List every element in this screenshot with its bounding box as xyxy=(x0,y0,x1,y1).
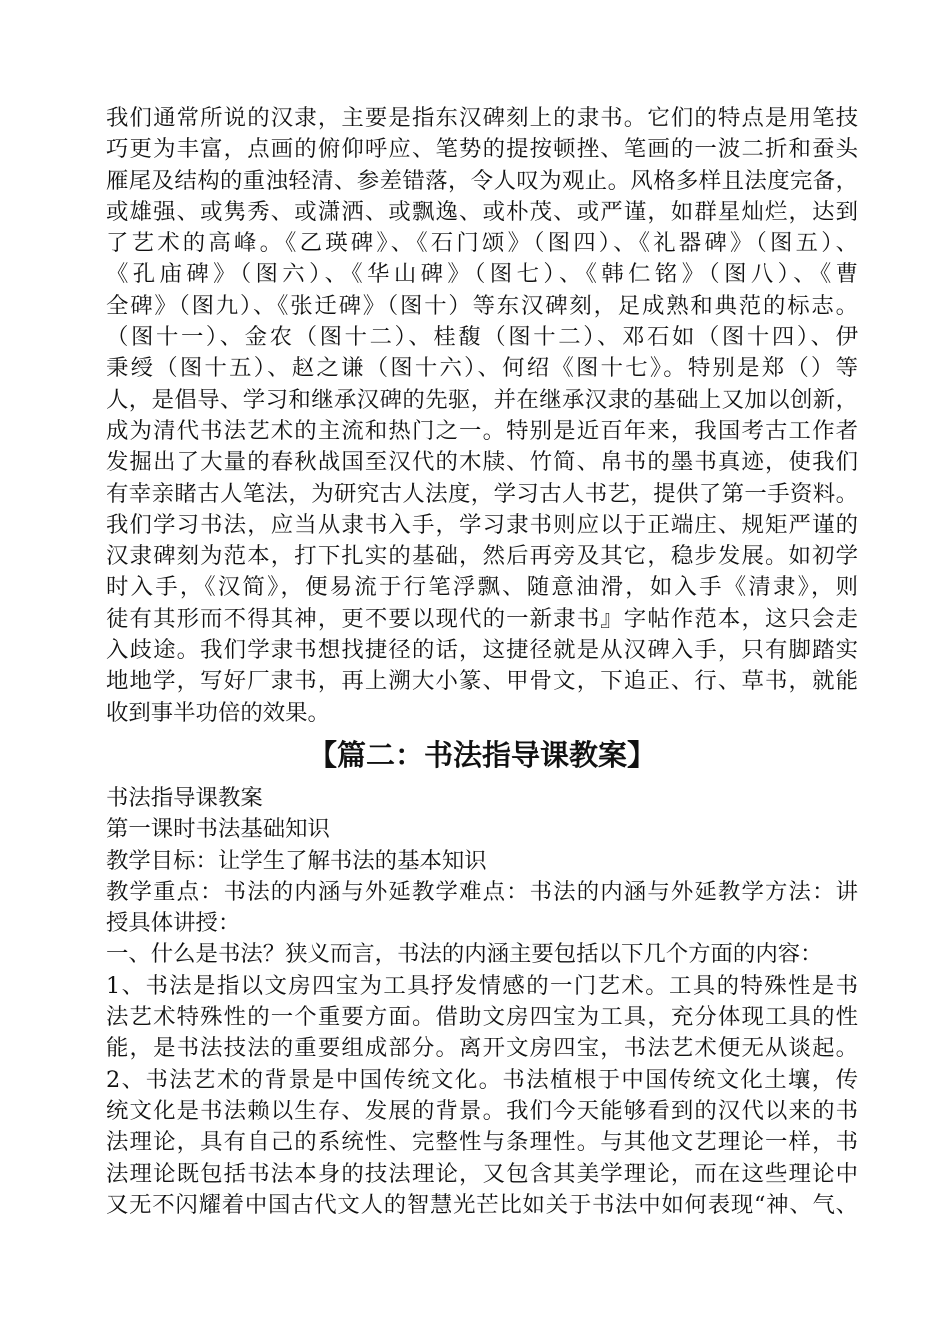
paragraph-line: 一、什么是书法？狭义而言，书法的内涵主要包括以下几个方面的内容： xyxy=(106,941,823,968)
paragraph-line: 入歧途。我们学隶书想找捷径的话，这捷径就是从汉碑入手，只有脚踏实 xyxy=(106,637,858,664)
paragraph-line: 法艺术特殊性的一个重要方面。借助文房四宝为工具，充分体现工具的性 xyxy=(106,1004,858,1031)
paragraph-line: 成为清代书法艺术的主流和热门之一。特别是近百年来，我国考古工作者 xyxy=(106,417,858,444)
lesson-title: 第一课时书法基础知识 xyxy=(106,816,330,843)
section-heading: 【篇二：书法指导课教案】 xyxy=(307,737,656,772)
paragraph-line: 我们通常所说的汉隶，主要是指东汉碑刻上的隶书。它们的特点是用笔技 xyxy=(106,105,858,131)
paragraph-line: 《孔庙碑》（图六）、《华山碑》（图七）、《韩仁铭》（图八）、《曹 xyxy=(106,261,858,288)
paragraph-line: 收到事半功倍的效果。 xyxy=(106,699,330,726)
section-hanli-text xyxy=(106,103,858,729)
teaching-goal: 教学目标：让学生了解书法的基本知识 xyxy=(106,847,487,874)
paragraph-line: 全碑》（图九）、《张迁碑》（图十）等东汉碑刻，足成熟和典范的标志。 xyxy=(106,292,858,319)
paragraph-line: 时入手，《汉简》，便易流于行笔浮飘、随意油滑，如入手《清隶》，则 xyxy=(106,574,858,601)
paragraph-line: 了艺术的高峰。《乙瑛碑》、《石门颂》（图四）、《礼器碑》（图五）、 xyxy=(106,230,858,257)
paragraph-line: 或雄强、或隽秀、或潇洒、或飘逸、或朴茂、或严谨，如群星灿烂，达到 xyxy=(106,198,858,225)
paragraph-line: 法理论既包括书法本身的技法理论，又包含其美学理论，而在这些理论中 xyxy=(106,1160,858,1187)
paragraph-line: 巧更为丰富，点画的俯仰呼应、笔势的提按顿挫、笔画的一波二折和蚕头 xyxy=(106,136,858,163)
paragraph-line: 又无不闪耀着中国古代文人的智慧光芒比如关于书法中如何表现“神、气、 xyxy=(106,1191,858,1218)
paragraph-line: 统文化是书法赖以生存、发展的背景。我们今天能够看到的汉代以来的书 xyxy=(106,1097,858,1124)
paragraph-line: 雁尾及结构的重浊轻清、参差错落，令人叹为观止。风格多样且法度完备， xyxy=(106,167,858,194)
paragraph-line: 法理论，具有自己的系统性、完整性与条理性。与其他文艺理论一样，书 xyxy=(106,1129,858,1156)
paragraph-line: 秉绶（图十五）、赵之谦（图十六）、何绍《图十七》。特别是郑（）等 xyxy=(106,355,858,382)
paragraph-line: 授具体讲授： xyxy=(106,910,241,937)
paragraph-line: 发掘出了大量的春秋战国至汉代的木牍、竹简、帛书的墨书真迹，使我们 xyxy=(106,449,858,476)
paragraph-line: 1、书法是指以文房四宝为工具抒发情感的一门艺术。工具的特殊性是书 xyxy=(106,972,858,999)
paragraph-line: 能，是书法技法的重要组成部分。离开文房四宝，书法艺术便无从谈起。 xyxy=(106,1035,858,1062)
paragraph-line: 地地学，写好厂隶书，再上溯大小篆、甲骨文，下追正、行、草书，就能 xyxy=(106,668,858,695)
paragraph-line: 徒有其形而不得其神，更不要以现代的一新隶书』字帖作范本，这只会走 xyxy=(106,605,858,632)
section-lesson-plan xyxy=(106,783,858,1221)
paragraph-line: 我们学习书法，应当从隶书入手，学习隶书则应以于正端庄、规矩严谨的 xyxy=(106,511,858,538)
lesson-plan-title: 书法指导课教案 xyxy=(106,784,263,811)
paragraph-line: 教学重点：书法的内涵与外延教学难点：书法的内涵与外延教学方法：讲 xyxy=(106,878,858,905)
paragraph-line: 汉隶碑刻为范本，打下扎实的基础，然后再旁及其它，稳步发展。如初学 xyxy=(106,543,858,570)
paragraph-line: 人，是倡导、学习和继承汉碑的先驱，并在继承汉隶的基础上又加以创新， xyxy=(106,386,858,413)
paragraph-line: 有幸亲睹古人笔法，为研究古人法度，学习古人书艺，提供了第一手资料。 xyxy=(106,480,858,507)
paragraph-line: 2、书法艺术的背景是中国传统文化。书法植根于中国传统文化土壤，传 xyxy=(106,1066,858,1093)
paragraph-line: （图十一）、金农（图十二）、桂馥（图十二）、邓石如（图十四）、伊 xyxy=(106,324,858,351)
document-page xyxy=(106,103,858,1221)
